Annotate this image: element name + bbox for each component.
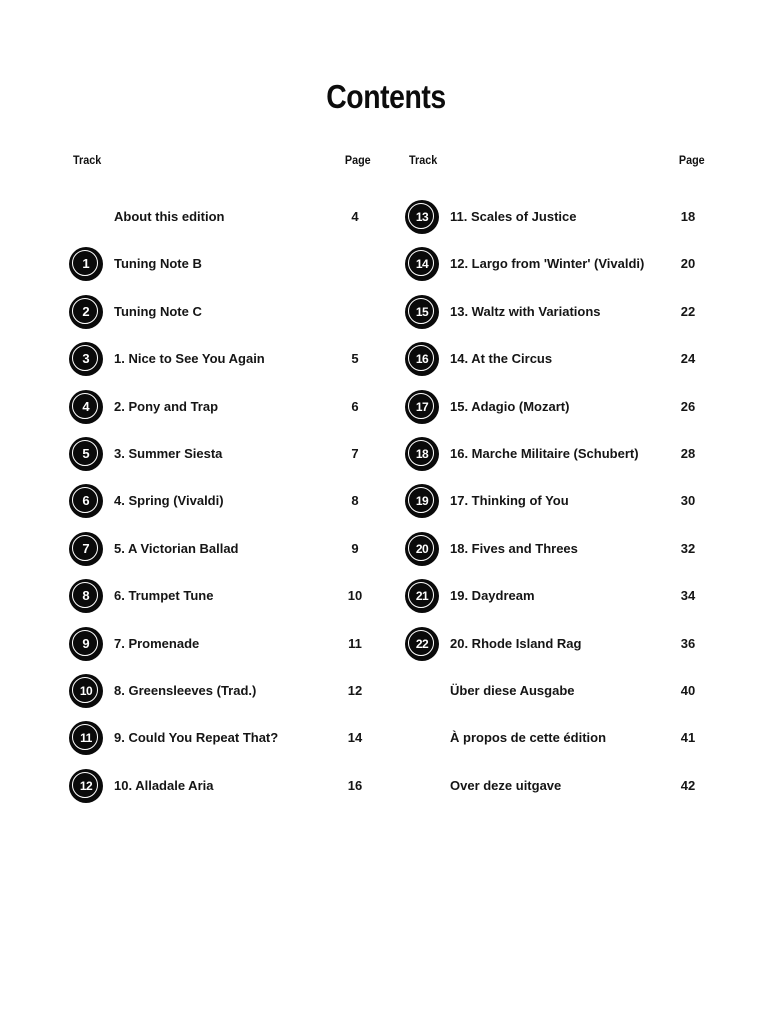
track-number: 5 <box>82 446 90 461</box>
track-header: Track <box>73 153 102 167</box>
page-number: 34 <box>680 588 696 604</box>
track-number-badge <box>69 674 103 708</box>
track-number-badge <box>405 532 439 566</box>
contents-row <box>404 769 708 805</box>
page-number: 26 <box>680 398 696 414</box>
track-number: 18 <box>415 447 429 461</box>
track-number-badge <box>69 579 103 613</box>
item-title: À propos de cette édition <box>450 730 607 746</box>
page-number: 24 <box>680 351 696 367</box>
item-title: Tuning Note B <box>114 256 202 272</box>
track-number-badge <box>69 721 103 755</box>
page-number: 9 <box>351 540 359 556</box>
track-number: 13 <box>415 210 429 224</box>
contents-row <box>68 532 368 568</box>
track-number-badge <box>69 342 103 376</box>
contents-row <box>68 200 368 236</box>
track-number: 7 <box>82 540 90 556</box>
track-number-badge <box>405 437 439 471</box>
track-number-badge <box>69 390 103 424</box>
page-number: 42 <box>680 777 696 793</box>
contents-row <box>404 721 708 757</box>
item-title: 10. Alladale Aria <box>114 777 214 793</box>
contents-row <box>68 721 368 757</box>
page-number: 5 <box>351 351 359 367</box>
contents-row <box>404 627 708 663</box>
item-title: 20. Rhode Island Rag <box>450 635 582 651</box>
page-number: 14 <box>347 730 363 746</box>
contents-row <box>68 437 368 473</box>
track-number: 9 <box>82 635 90 651</box>
contents-row <box>68 247 368 283</box>
page-header: Page <box>344 153 371 167</box>
item-title: Über diese Ausgabe <box>450 683 575 698</box>
track-number: 1 <box>82 256 90 272</box>
item-title: 19. Daydream <box>450 588 535 604</box>
item-title: 13. Waltz with Variations <box>450 303 601 319</box>
contents-row <box>404 200 708 236</box>
track-number: 11 <box>80 731 92 746</box>
item-title: 14. At the Circus <box>450 351 553 367</box>
contents-row <box>68 484 368 520</box>
page-number: 6 <box>351 398 359 414</box>
track-number-badge <box>405 390 439 424</box>
item-title: 15. Adagio (Mozart) <box>450 398 570 414</box>
contents-row <box>68 627 368 663</box>
item-title: 7. Promenade <box>114 635 200 651</box>
page-number: 28 <box>680 446 696 461</box>
page-number: 4 <box>351 209 359 224</box>
page-number: 7 <box>351 446 359 461</box>
page-number: 18 <box>680 209 696 224</box>
item-title: 16. Marche Militaire (Schubert) <box>450 446 639 461</box>
item-title: 9. Could You Repeat That? <box>114 730 279 746</box>
contents-row <box>68 769 368 805</box>
contents-row <box>404 295 708 331</box>
contents-row <box>404 674 708 710</box>
track-number-badge <box>405 484 439 518</box>
track-number: 6 <box>82 493 90 509</box>
track-number-badge <box>69 627 103 661</box>
track-number-badge <box>69 769 103 803</box>
item-title: 6. Trumpet Tune <box>114 588 214 604</box>
page-number: 20 <box>680 256 696 272</box>
page-number: 11 <box>348 635 362 651</box>
page-number: 10 <box>347 588 363 604</box>
track-number: 10 <box>79 684 93 698</box>
contents-row <box>404 579 708 615</box>
contents-row <box>68 342 368 378</box>
track-number: 20 <box>415 541 429 556</box>
track-number-badge <box>69 484 103 518</box>
track-number: 4 <box>82 398 90 414</box>
page-number: 30 <box>680 493 696 509</box>
page-number: 40 <box>680 683 696 698</box>
page-number: 32 <box>680 540 696 556</box>
contents-row <box>68 295 368 331</box>
track-number: 3 <box>82 351 90 367</box>
track-number-badge <box>405 342 439 376</box>
item-title: 12. Largo from 'Winter' (Vivaldi) <box>450 256 645 272</box>
page-number: 41 <box>680 730 696 746</box>
track-number-badge <box>405 627 439 661</box>
track-number-badge <box>405 200 439 234</box>
item-title: 18. Fives and Threes <box>450 540 578 556</box>
page-number: 16 <box>347 777 363 793</box>
item-title: 17. Thinking of You <box>450 493 569 509</box>
track-number-badge <box>405 247 439 281</box>
contents-row <box>404 437 708 473</box>
page-number: 22 <box>680 303 696 319</box>
contents-row <box>68 390 368 426</box>
page-number: 36 <box>680 635 696 651</box>
track-number-badge <box>69 437 103 471</box>
item-title: 8. Greensleeves (Trad.) <box>114 683 257 698</box>
contents-row <box>404 247 708 283</box>
contents-row <box>404 342 708 378</box>
track-number: 17 <box>415 399 429 414</box>
track-number-badge <box>405 579 439 613</box>
contents-row <box>68 579 368 615</box>
item-title: Over deze uitgave <box>450 777 562 793</box>
track-number-badge <box>405 295 439 329</box>
track-number: 8 <box>82 588 90 604</box>
contents-row <box>404 390 708 426</box>
page-number: 8 <box>351 493 359 509</box>
contents-row <box>404 484 708 520</box>
contents-row <box>68 674 368 710</box>
track-number: 16 <box>415 352 429 367</box>
track-number-badge <box>69 247 103 281</box>
track-number: 21 <box>415 589 429 604</box>
page-number: 12 <box>347 683 363 698</box>
page-header: Page <box>678 153 705 167</box>
track-number: 12 <box>79 778 93 793</box>
page-title: Contents <box>326 78 446 115</box>
item-title: 1. Nice to See You Again <box>114 351 265 367</box>
track-header: Track <box>409 153 438 167</box>
item-title: 11. Scales of Justice <box>450 209 577 224</box>
item-title: 4. Spring (Vivaldi) <box>114 493 224 509</box>
track-number: 14 <box>415 257 429 272</box>
item-title: 3. Summer Siesta <box>114 446 223 461</box>
track-number: 22 <box>415 636 429 651</box>
item-title: Tuning Note C <box>114 303 202 319</box>
item-title: About this edition <box>114 209 225 224</box>
track-number: 15 <box>415 304 429 319</box>
item-title: 5. A Victorian Ballad <box>114 540 239 556</box>
item-title: 2. Pony and Trap <box>114 398 219 414</box>
track-number: 19 <box>415 494 429 509</box>
contents-row <box>404 532 708 568</box>
track-number-badge <box>69 295 103 329</box>
track-number: 2 <box>82 303 90 319</box>
track-number-badge <box>69 532 103 566</box>
